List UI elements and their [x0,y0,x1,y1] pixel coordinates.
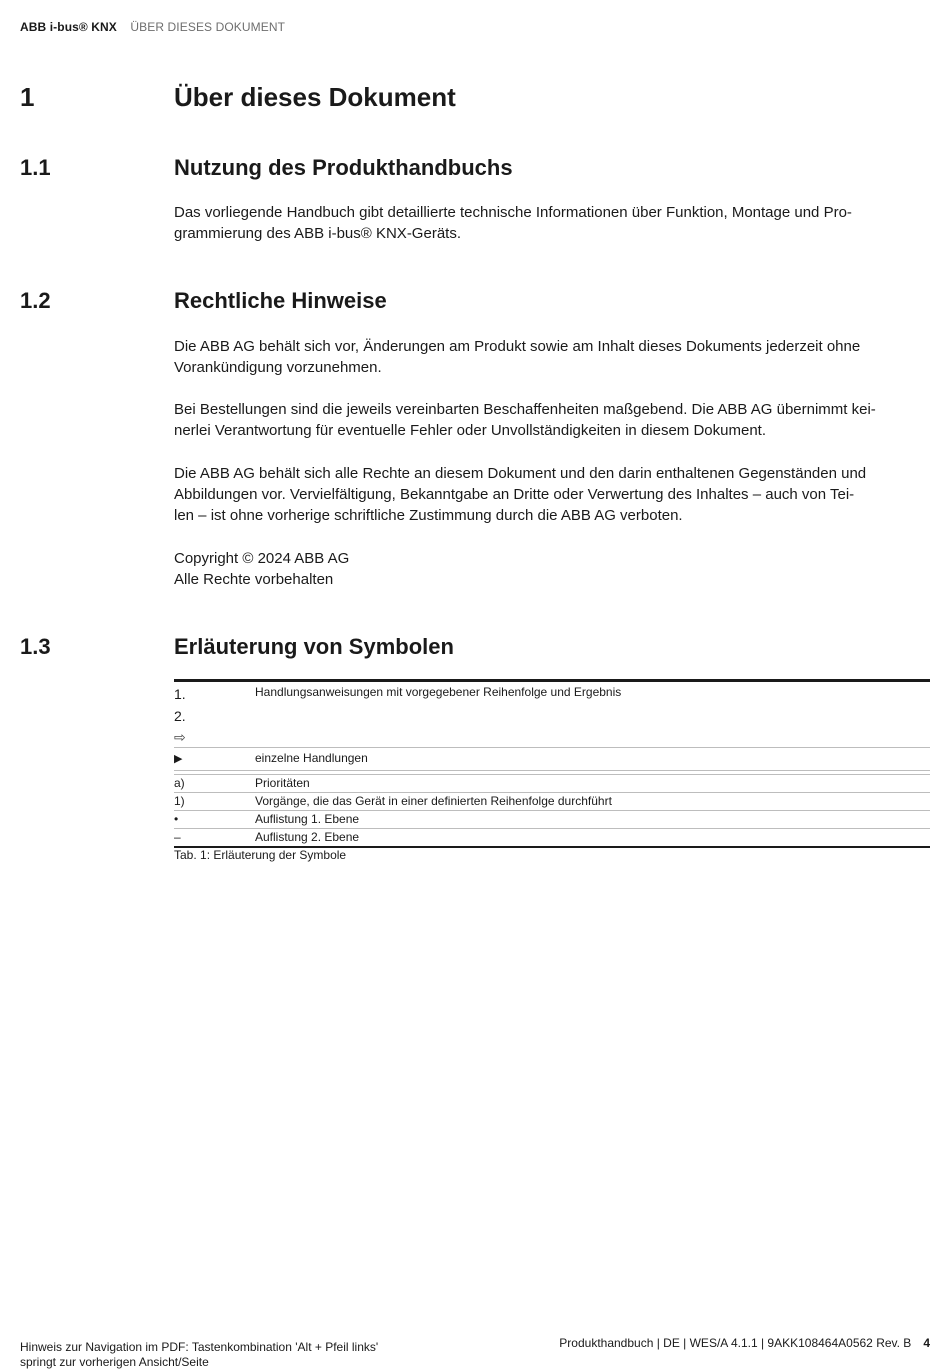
section-number: 1.1 [20,155,51,180]
step-number-symbol: 1. [174,686,186,702]
table-row [174,775,930,793]
section-title: Rechtliche Hinweise [174,288,387,313]
footer-nav-hint [20,1340,378,1370]
symbol-description: Prioritäten [255,776,310,790]
text-line: Das vorliegende Handbuch gibt detaillierte technische Informationen über Funktion, Montage und Pro- [174,204,852,221]
text-line: Die ABB AG behält sich vor, Änderungen am Produkt sowie am Inhalt dieses Dokuments jederzeit ohne [174,338,861,355]
section-title: Nutzung des Produkthandbuchs [174,155,513,180]
priority-symbol: a) [174,776,185,790]
table-row [174,793,930,811]
symbol-description: Auflistung 1. Ebene [255,812,360,826]
text-line: Vorankündigung vorzunehmen. [174,359,382,376]
footer-doc-info [559,1336,930,1350]
table-row [174,829,930,846]
step-number-symbol: 2. [174,708,186,724]
header-section-title: ÜBER DIESES DOKUMENT [130,20,286,34]
symbol-description: Auflistung 2. Ebene [255,830,360,844]
symbol-description: Handlungsanweisungen mit vorgegebener Reihenfolge und Ergebnis [255,685,622,699]
section-number: 1.3 [20,634,51,659]
text-line: len – ist ohne vorherige schriftliche Zustimmung durch die ABB AG verboten. [174,507,683,524]
doc-info-text: Produkthandbuch | DE | WES/A 4.1.1 | 9AKK108464A0562 Rev. B [559,1336,912,1350]
text-line: grammierung des ABB i-bus® KNX-Geräts. [174,225,461,242]
symbol-table [174,679,930,848]
symbol-description: einzelne Handlungen [255,751,368,765]
text-line: Bei Bestellungen sind die jeweils vereinbarten Beschaffenheiten maßgebend. Die ABB AG übernimmt kei- [174,401,876,418]
paragraph-legal-changes [174,336,934,378]
text-line: Die ABB AG behält sich alle Rechte an diesem Dokument und den darin enthaltenen Gegenständen und [174,465,867,482]
text-line: nerlei Verantwortung für eventuelle Fehler oder Unvollständigkeiten in diesem Dokument. [174,422,766,439]
text-line: Abbildungen vor. Vervielfältigung, Bekanntgabe an Dritte oder Verwertung des Inhaltes – auch von Tei- [174,486,855,503]
table-row [174,811,930,829]
section-number: 1.2 [20,288,51,313]
rights-reserved-line: Alle Rechte vorbehalten [174,571,334,588]
paragraph-legal-orders [174,399,934,441]
result-arrow-icon: ⇨ [174,729,186,745]
sequence-symbol: 1) [174,794,185,808]
dash-icon: – [174,830,181,844]
paragraph-usage [174,202,934,244]
text-line: springt zur vorherigen Ansicht/Seite [20,1355,209,1369]
bullet-icon: • [174,812,179,826]
section-title: Erläuterung von Symbolen [174,634,454,659]
table-row [174,682,930,748]
text-line: Hinweis zur Navigation im PDF: Tastenkombination 'Alt + Pfeil links' [20,1340,379,1354]
symbol-description: Vorgänge, die das Gerät in einer definierten Reihenfolge durchführt [255,794,612,808]
paragraph-copyright [174,548,934,590]
chapter-number: 1 [20,82,35,112]
table-caption: Tab. 1: Erläuterung der Symbole [174,848,347,862]
table-row [174,748,930,771]
page-number: 4 [923,1336,930,1350]
action-triangle-icon: ▶ [174,753,183,765]
copyright-line: Copyright © 2024 ABB AG [174,550,350,567]
paragraph-legal-rights [174,463,934,526]
chapter-title: Über dieses Dokument [174,82,456,112]
header-brand: ABB i-bus® KNX [20,20,117,34]
running-header [20,20,285,34]
